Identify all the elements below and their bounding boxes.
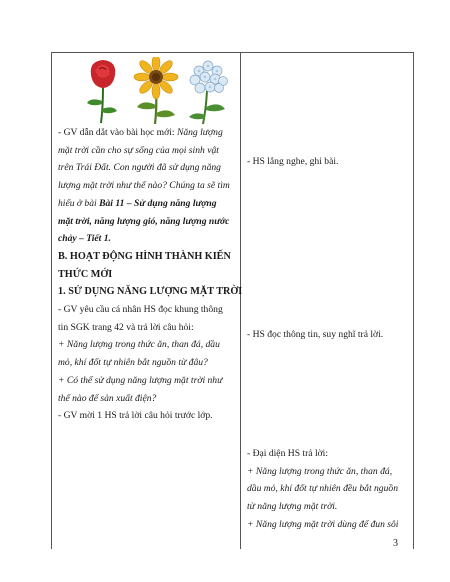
- text-segment: mặt trời, năng lượng gió, năng lượng nước: [58, 215, 230, 227]
- text-segment: chảy – Tiết 1.: [58, 233, 111, 245]
- text-segment: hiểu ở bài: [58, 197, 100, 209]
- text-segment: + Năng lượng trong thức ăn, than đá,: [247, 465, 393, 477]
- text-line: [247, 463, 398, 481]
- text-line: [247, 153, 338, 171]
- text-segment: - HS lắng nghe, ghi bài.: [247, 156, 339, 167]
- hydrangea-image: [185, 57, 231, 125]
- text-segment: - HS đọc thông tin, suy nghĩ trả lời.: [247, 329, 384, 340]
- text-segment: 1. SỬ DỤNG NĂNG LƯỢNG MẶT TRỜI: [58, 286, 243, 298]
- text-line: [58, 142, 242, 160]
- text-line: [58, 213, 242, 231]
- text-line: [247, 480, 398, 498]
- text-line: [58, 372, 242, 390]
- text-segment: Năng lượng: [176, 127, 223, 138]
- lesson-table: [51, 52, 414, 549]
- text-line: [58, 248, 242, 266]
- text-segment: - GV yêu cầu cá nhân HS đọc khung thông: [58, 304, 223, 316]
- flower-images: [81, 57, 231, 125]
- text-line: [58, 177, 242, 195]
- text-segment: Bài 11 – Sử dụng năng lượng: [99, 197, 217, 209]
- text-segment: + Năng lượng mặt trời dùng để đun sôi: [247, 518, 399, 530]
- text-segment: tin SGK trang 42 và trả lời câu hỏi:: [58, 321, 194, 333]
- text-segment: + Có thể sử dụng năng lượng mặt trời như: [58, 374, 223, 386]
- text-segment: mỏ, khí đốt tự nhiên bắt nguồn từ đâu?: [58, 357, 208, 369]
- text-line: [247, 516, 398, 534]
- student-response-block: [247, 445, 398, 534]
- text-line: [58, 319, 242, 337]
- text-segment: trên Trái Đất. Con người đã sử dụng năng: [58, 162, 221, 174]
- text-segment: mặt trời cần cho sự sống của mọi sinh vật: [58, 144, 219, 156]
- text-line: [58, 283, 242, 301]
- text-segment: - GV dẫn dắt vào bài học mới:: [58, 127, 177, 138]
- text-line: [58, 336, 242, 354]
- text-line: [58, 390, 242, 408]
- text-segment: - Đại diện HS trả lời:: [247, 448, 329, 459]
- student-response-block: [247, 326, 383, 344]
- text-line: [58, 230, 242, 248]
- text-line: [247, 445, 398, 463]
- text-line: [247, 498, 398, 516]
- text-segment: từ năng lượng mặt trời.: [247, 501, 338, 513]
- text-segment: B. HOẠT ĐỘNG HÌNH THÀNH KIẾN: [58, 250, 231, 262]
- page-number: 3: [393, 538, 398, 549]
- text-segment: + Năng lượng trong thức ăn, than đá, dầu: [58, 339, 220, 351]
- text-line: [58, 124, 242, 142]
- text-line: [58, 407, 242, 425]
- text-segment: - GV mời 1 HS trả lời câu hỏi trước lớp.: [58, 410, 213, 422]
- text-segment: thế nào để sản xuất điện?: [58, 392, 157, 404]
- teacher-activity-text: [58, 124, 242, 425]
- text-segment: dầu mỏ, khí đốt tự nhiên đều bắt nguồn: [247, 483, 398, 495]
- rose-image: [81, 57, 125, 125]
- text-line: [58, 159, 242, 177]
- text-line: [58, 195, 242, 213]
- text-line: [58, 266, 242, 284]
- text-line: [58, 301, 242, 319]
- sunflower-image: [129, 57, 183, 125]
- text-segment: lượng mặt trời như thế nào? Chúng ta sẽ tìm: [58, 180, 230, 192]
- text-line: [247, 326, 383, 344]
- text-line: [58, 354, 242, 372]
- text-segment: THỨC MỚI: [58, 268, 113, 280]
- student-response-block: [247, 153, 338, 171]
